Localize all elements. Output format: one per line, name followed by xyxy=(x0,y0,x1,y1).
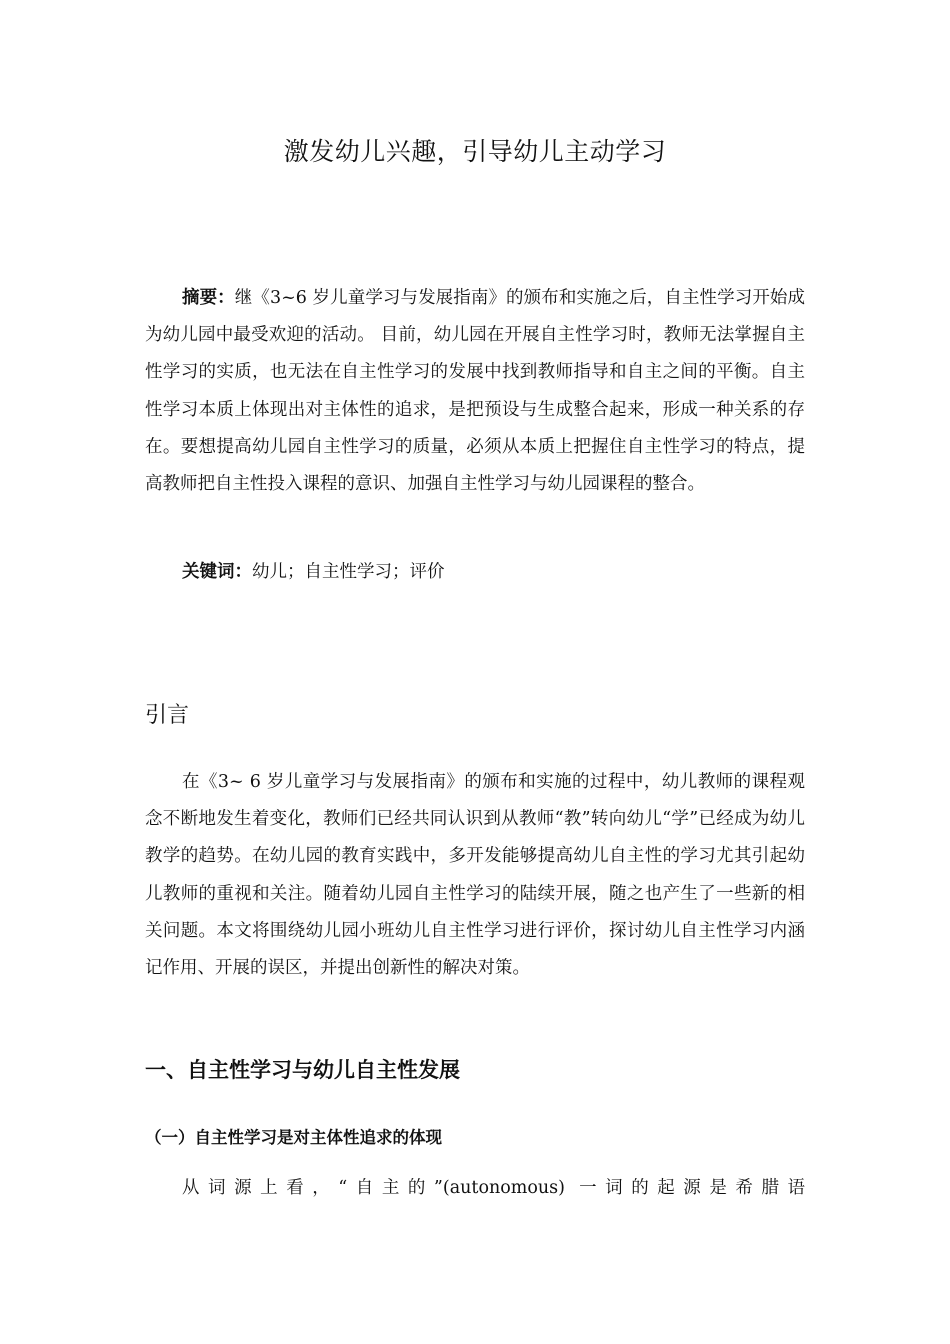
abstract-text: 继《3~6 岁儿童学习与发展指南》的颁布和实施之后，自主性学习开始成为幼儿园中最受欢迎的活动。 目前，幼儿园在开展自主性学习时，教师无法掌握自主性学习的实质，也无法在自主性学习的发展中找到教师指导和自主之间的平衡。自主性学习本质上体现出对主体性的追求，是把预设与生成整合起来，形成一种关系的存在。要想提高幼儿园自主性学习的质量，必须从本质上把握住自主性学习的特点，提高教师把自主性投入课程的意识、加强自主性学习与幼儿园课程的整合。 xyxy=(145,288,806,495)
keywords-label: 关键词： xyxy=(182,562,252,582)
section-1-paragraph: 从词源上看，“自主的”(autonomous) 一词的起源是希腊语 xyxy=(182,1178,805,1198)
section-1-subheading: （一）自主性学习是对主体性追求的体现 xyxy=(145,1128,442,1147)
introduction-heading: 引言 xyxy=(145,703,190,728)
abstract-label: 摘要： xyxy=(182,288,235,308)
introduction-paragraph: 在《3~ 6 岁儿童学习与发展指南》的颁布和实施的过程中，幼儿教师的课程观念不断地发生着变化，教师们已经共同认识到从教师“教”转向幼儿“学”已经成为幼儿教学的趋势。在幼儿园的教育实践中，多开发能够提高幼儿自主性的学习尤其引起幼儿教师的重视和关注。随着幼儿园自主性学习的陆续开展，随之也产生了一些新的相关问题。本文将围绕幼儿园小班幼儿自主性学习进行评价，探讨幼儿自主性学习内涵记作用、开展的误区，并提出创新性的解决对策。 xyxy=(145,772,805,979)
keywords-text: 幼儿；自主性学习；评价 xyxy=(252,562,445,582)
keywords-paragraph xyxy=(145,554,805,591)
abstract-paragraph xyxy=(145,280,805,503)
document-title: 激发幼儿兴趣，引导幼儿主动学习 xyxy=(283,137,667,166)
section-1-heading: 一、自主性学习与幼儿自主性发展 xyxy=(145,1058,460,1082)
